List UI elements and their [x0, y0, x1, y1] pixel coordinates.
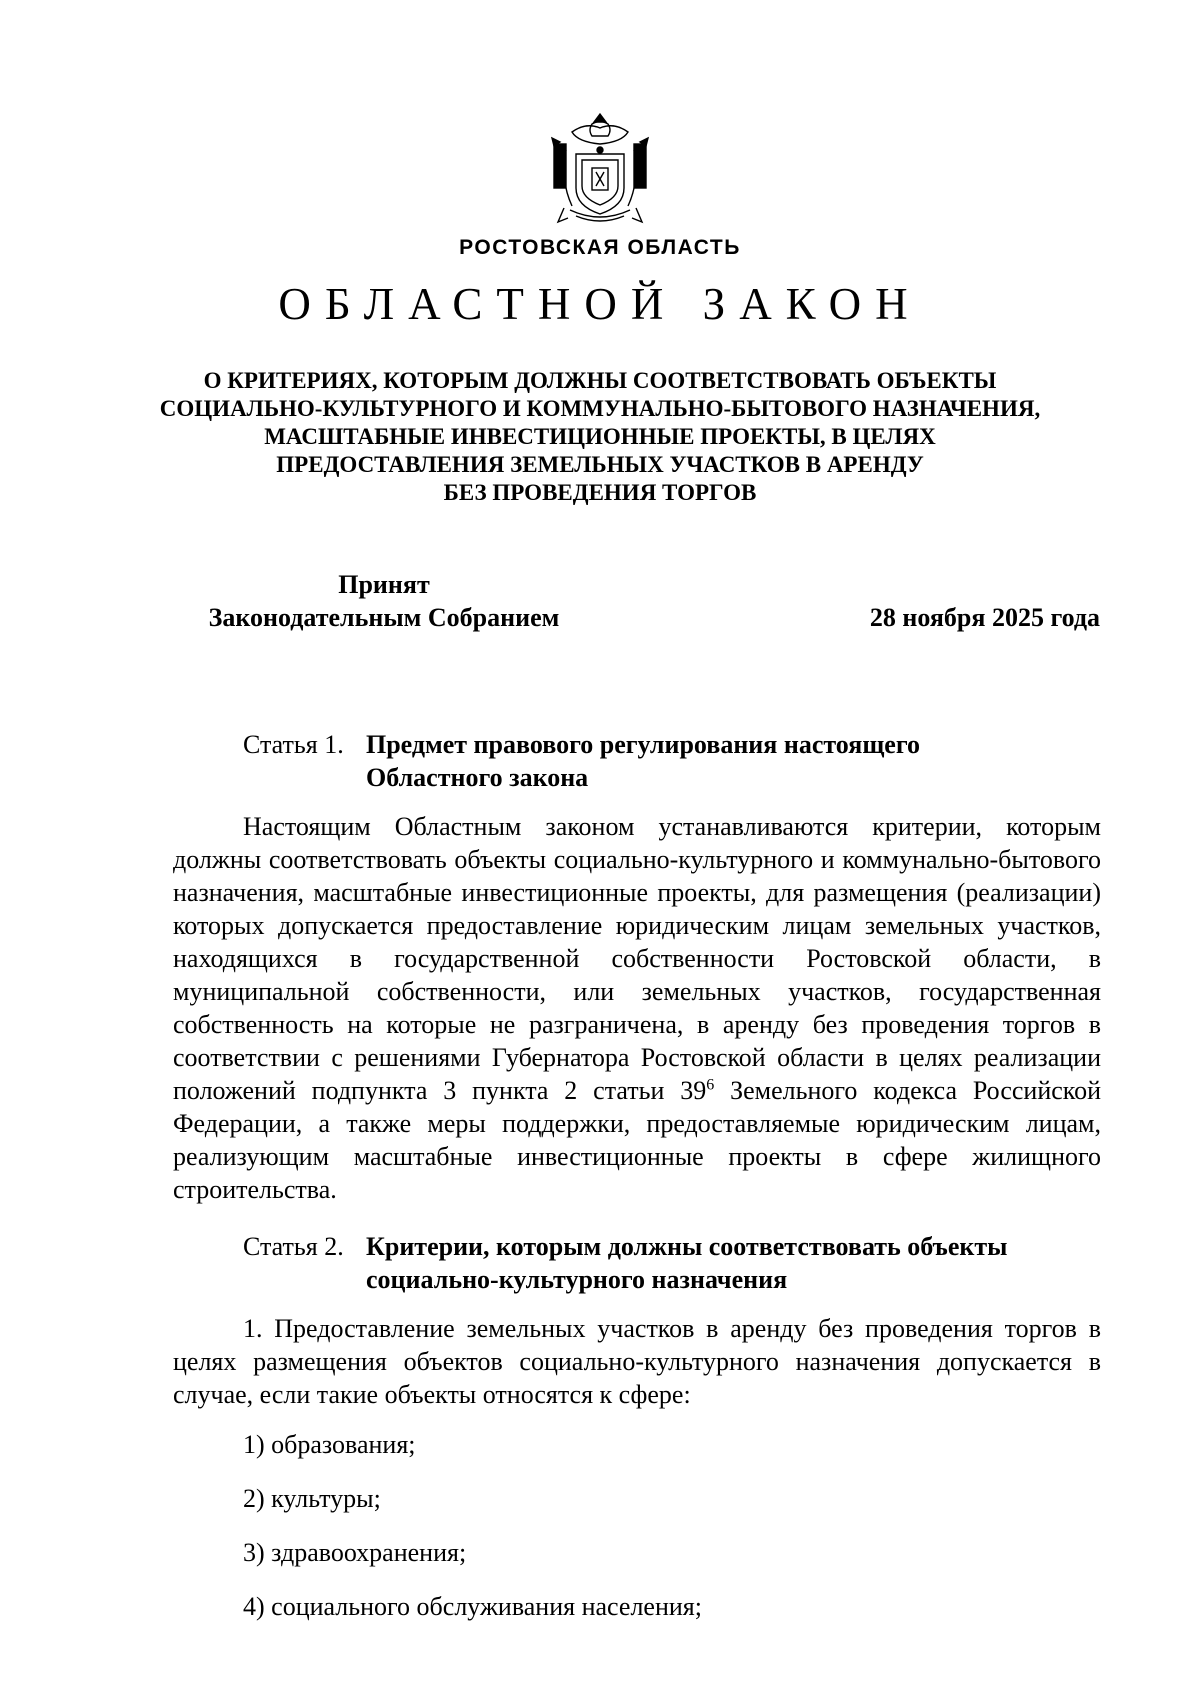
article-text-part: Земельного кодекса Российской Федерации, а также меры поддержки, предоставляемые юридическим лицам, реализующим масштабные инвестиционные проекты в сфере жилищного строительства.: [173, 1076, 1101, 1204]
superscript: 6: [706, 1076, 715, 1094]
law-heading-line: БЕЗ ПРОВЕДЕНИЯ ТОРГОВ: [443, 480, 757, 505]
article-number: Статья 2.: [243, 1232, 344, 1261]
list-item: 3) здравоохранения;: [243, 1538, 467, 1567]
law-heading-line: СОЦИАЛЬНО-КУЛЬТУРНОГО И КОММУНАЛЬНО-БЫТОВОГО НАЗНАЧЕНИЯ,: [159, 396, 1041, 421]
article-title-line: Критерии, которым должны соответствовать объекты: [366, 1232, 1008, 1261]
article-2-paragraph: 1. Предоставление земельных участков в аренду без проведения торгов в целях размещения объектов социально-культурного назначения допускается в случае, если такие объекты относятся к сфере:: [173, 1314, 1101, 1409]
article-title-line: Областного закона: [366, 763, 589, 792]
list-item: 2) культуры;: [243, 1484, 381, 1513]
article-1-text: [173, 810, 1101, 1206]
list-item: 4) социального обслуживания населения;: [243, 1592, 702, 1621]
article-2-heading: [243, 1230, 1007, 1296]
adoption-date: 28 ноября 2025 года: [869, 603, 1100, 632]
list-item: 1) образования;: [243, 1430, 416, 1459]
article-title-line: Предмет правового регулирования настоящего: [366, 730, 921, 759]
coat-of-arms-icon: [546, 110, 654, 228]
article-1-heading: [243, 728, 920, 794]
law-heading-line: О КРИТЕРИЯХ, КОТОРЫМ ДОЛЖНЫ СООТВЕТСТВОВАТЬ ОБЪЕКТЫ: [203, 368, 997, 393]
adoption-authority: [174, 568, 594, 634]
article-text-part: Настоящим Областным законом устанавливаются критерии, которым должны соответствовать объекты социально-культурного и коммунально-бытового назначения, масштабные инвестиционные проекты, для размещения (реализации) которых допускается предоставление юридическим лицам земельных участков, находящихся в государственной собственности Ростовской области, в муниципальной собственности, или земельных участков, государственная собственность на которые не разграничена, в аренду без проведения торгов в соответствии с решениями Губернатора Ростовской области в целях реализации положений подпункта 3 пункта 2 статьи 39: [173, 812, 1101, 1105]
article-title-line: социально-культурного назначения: [366, 1265, 788, 1294]
law-heading: [150, 367, 1050, 507]
law-heading-line: МАСШТАБНЫЕ ИНВЕСТИЦИОННЫЕ ПРОЕКТЫ, В ЦЕЛЯХ: [264, 424, 936, 449]
law-type-title: ОБЛАСТНОЙ ЗАКОН: [278, 279, 922, 329]
region-name: РОСТОВСКАЯ ОБЛАСТЬ: [459, 236, 741, 259]
article-number: Статья 1.: [243, 730, 344, 759]
law-heading-line: ПРЕДОСТАВЛЕНИЯ ЗЕМЕЛЬНЫХ УЧАСТКОВ В АРЕНДУ: [276, 452, 924, 477]
adoption-line: Законодательным Собранием: [208, 603, 560, 632]
adoption-line: Принят: [338, 570, 430, 599]
